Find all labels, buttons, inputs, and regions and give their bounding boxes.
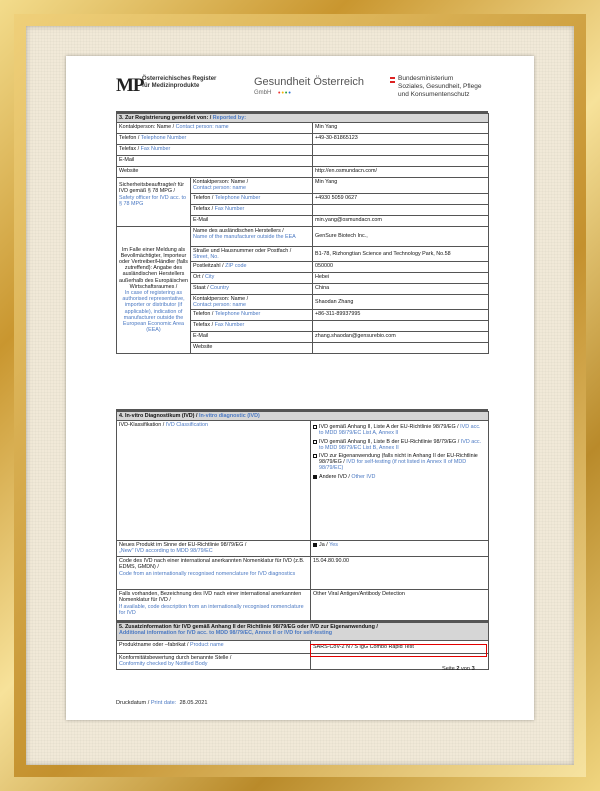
manufacturer-name-value: GenSure Biotech Inc., [313,226,489,246]
fax-value [313,145,489,156]
checkbox-self-testing[interactable] [313,454,317,458]
nomenclature-description-value: Other Viral Antigen/Antibody Detection [311,590,489,623]
table-row: Straße und Hausnummer oder Postfach / Street, No. B1-78, Rizhongtian Science and Technology Park, No.58 [117,246,489,261]
table-row: Kontaktperson: Name / Contact person: name Min Yang [117,123,489,134]
goe-dots-icon: •••• [278,90,292,97]
checkbox-list-b[interactable] [313,440,317,444]
telephone-value: +49-30-81865123 [313,134,489,145]
section4-table [116,411,489,623]
street-value: B1-78, Rizhongtian Science and Technology Park, No.58 [313,246,489,261]
goe-subtitle: GmbH [254,90,272,96]
ivd-classification-options [311,421,489,541]
austria-flag-icon [390,77,395,83]
section4-title: 4. In-vitro Diagnostikum (IVD) / In-vitro diagnostic (IVD) [117,412,489,421]
option-self-testing: IVD zur Eigenanwendung (falls nicht in Anhang II der EU-Richtlinie 98/79/EG / IVD for self-testing (if not listed in Annex II of MDD 98/79/EC) [313,453,486,472]
city-value: Hebei [313,273,489,284]
table-row: E-Mail min.yang@osmundacn.com [117,215,489,226]
email-value [313,156,489,167]
option-other-ivd: Andere IVD / Other IVD [313,474,486,480]
table-row: Falls vorhanden, Bezeichnung des IVD nach einer international anerkannten Nomenklatur für IVD / If available, code description from an internationally recognised nomenclature for IVD Other Viral Antigen/Antibody Detection [117,590,489,623]
table-row: Telefax / Fax Number [117,321,489,332]
table-row: Telefax / Fax Number [117,204,489,215]
table-row: Kontaktperson: Name / Contact person: name Shaodan Zhang [117,295,489,310]
product-name-value: SARS-CoV-2 N / S IgG Combo Rapid Test [311,641,489,654]
table-row: Postleitzahl / ZIP code 050000 [117,262,489,273]
country-value: China [313,284,489,295]
table-row: Staat / Country China [117,284,489,295]
table-row: Neues Produkt im Sinne der EU-Richtlinie 98/79/EG / „New" IVD according to MDD 98/79/EC Ja / Yes [117,541,489,557]
nomenclature-code-value: 15.04.80.90.00 [311,557,489,590]
rep-email-value: zhang.shaodan@gensurebio.com [313,332,489,343]
table-row: Sicherheitsbeauftragte/r für IVD gemäß § 78 MPG / Safety officer for IVD acc. to § 78 MPG Kontaktperson: Name / Contact person: name Min Yang [117,178,489,193]
table-row: Ort / City Hebei [117,273,489,284]
safety-contact-value: Min Yang [313,178,489,193]
product-name-highlight [310,644,487,657]
table-row: Telefon / Telephone Number +49-30-81865123 [117,134,489,145]
table-row: Produktname oder –fabrikat / Product name SARS-CoV-2 N / S IgG Combo Rapid Test [117,641,489,654]
mp-register-name: Österreichisches Register für Medizinprodukte [142,76,217,89]
option-list-a: IVD gemäß Anhang II, Liste A der EU-Richtlinie 98/79/EG / IVD acc. to MDD 98/79/EC List A, Annex II [313,424,486,436]
document-sheet [66,56,534,720]
option-list-b: IVD gemäß Anhang II, Liste B der EU-Richtlinie 98/79/EG / IVD acc. to MDD 98/79/EC List B, Annex II [313,439,486,451]
rep-contact-value: Shaodan Zhang [313,295,489,310]
table-row: IVD-Klassifikation / IVD Classification IVD gemäß Anhang II, Liste A der EU-Richtlinie 98/79/EG / IVD acc. to MDD 98/79/EC List A, Annex II IVD gemäß Anhang II, Liste B der EU-Richtlinie 98/79/EG / IVD acc. to MDD 98/79/EC List B, Annex II IVD zur Eigenanwendung (falls nicht in Anhang II der EU-Richtlinie 98/79/EG / IVD for self-testing (if not listed in Annex II of MDD 98/79/EC) Andere IVD / Other IVD [117,421,489,541]
mp-logo: MP [116,75,144,96]
section5-title: 5. Zusatzinformation für IVD gemäß Anhang II der Richtlinie 98/79/EG oder IVD zur Eigenanwendung / Additional information for IVD acc. to MDD 98/79/EC, Annex II or IVD for self-testing [117,623,489,641]
rep-phone-value: +86-311-89937995 [313,310,489,321]
table-row: E-Mail zhang.shaodan@gensurebio.com [117,332,489,343]
checkbox-other-ivd[interactable] [313,475,317,479]
document-header [116,73,486,113]
rep-fax-value [313,321,489,332]
checkbox-list-a[interactable] [313,425,317,429]
table-row: Konformitätsbewertung durch benannte Stelle / Conformity checked by Notified Body [117,654,489,670]
checkbox-new-yes[interactable] [313,543,317,547]
table-row: Code des IVD nach einer international anerkannten Nomenklatur für IVD (z.B. EDMS, GMDN) / Code from an internationally recognised nomenclature for IVD diagnostics 15.04.80.90.00 [117,557,489,590]
table-row: Telefax / Fax Number [117,145,489,156]
rep-website-value [313,343,489,354]
contact-name-value: Min Yang [313,123,489,134]
goe-title: Gesundheit Österreich [254,76,365,88]
zip-value: 050000 [313,262,489,273]
table-row: Website http://en.osmundacn.com/ [117,167,489,178]
table-row: Website [117,343,489,354]
website-value: http://en.osmundacn.com/ [313,167,489,178]
table-row: Telefon / Telephone Number +4930 5059 0627 [117,193,489,204]
ministry-name: Bundesministerium Soziales, Gesundheit, Pflege und Konsumentenschutz [398,75,482,98]
new-product-value: Ja / Yes [311,541,489,557]
representative-label: Im Falle einer Meldung als Bevollmächtigter, Importeur oder Vertreiber/Händler (falls zutreffend): Angabe des ausländischen Herstellers außerhalb des Europäischen Wirtschaftsraumes / In case of registering as authorised representative, importer or distributor (if applicable), indication of manufacturer outside the European Economic Area (EEA) [117,226,191,354]
print-date: Druckdatum / Print date: 28.05.2021 [116,700,208,706]
safety-phone-value: +4930 5059 0627 [313,193,489,204]
section3-title: 3. Zur Registrierung gemeldet von: / Reported by: [117,114,489,123]
section3-table [116,113,489,354]
page-number: Seite 2 von 3 [442,666,475,672]
table-row: Im Falle einer Meldung als Bevollmächtigter, Importeur oder Vertreiber/Händler (falls zutreffend): Angabe des ausländischen Herstellers außerhalb des Europäischen Wirtschaftsraumes / In case of registering as authorised representative, importer or distributor (if applicable), indication of manufacturer outside the European Economic Area (EEA) Name des ausländischen Herstellers / Name of the manufacturer outside the EEA GenSure Biotech Inc., [117,226,489,246]
safety-email-value: min.yang@osmundacn.com [313,215,489,226]
safety-fax-value [313,204,489,215]
table-row: Telefon / Telephone Number +86-311-89937995 [117,310,489,321]
safety-officer-label: Sicherheitsbeauftragte/r für IVD gemäß § 78 MPG / Safety officer for IVD acc. to § 78 MPG [117,178,191,226]
table-row: E-Mail [117,156,489,167]
